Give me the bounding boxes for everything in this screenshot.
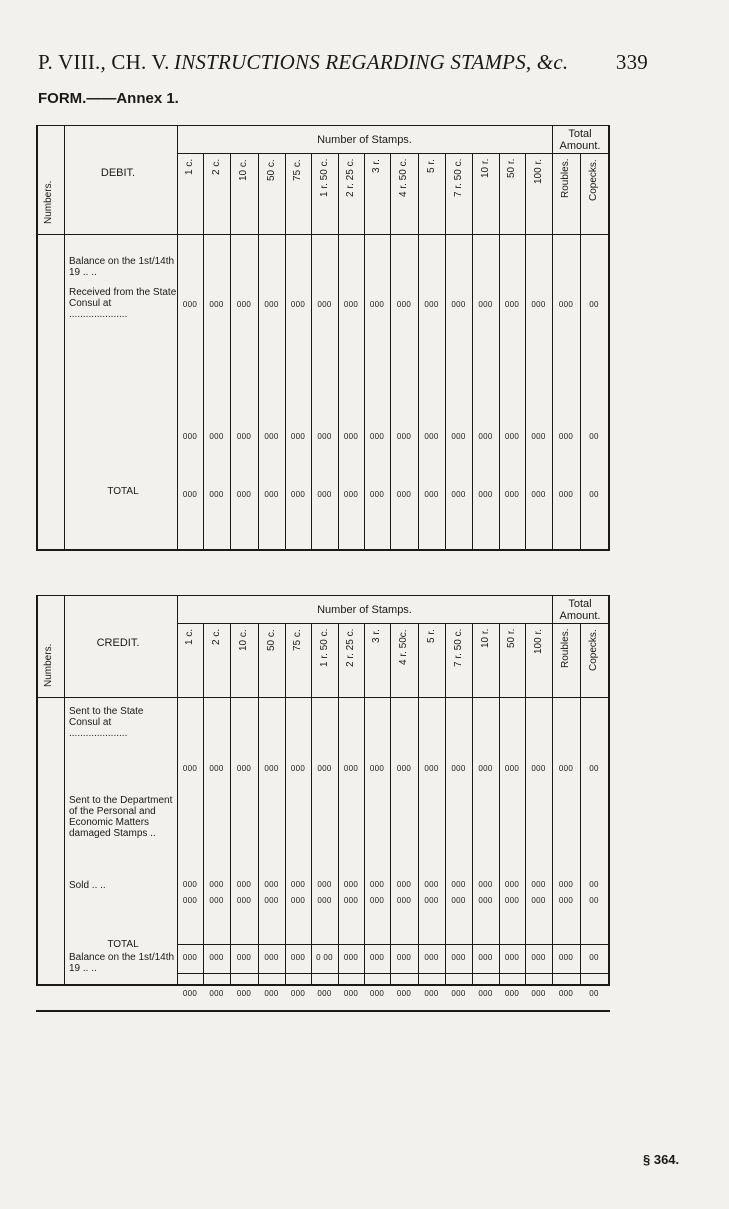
column-rule bbox=[203, 623, 204, 984]
row-label: Balance on the 1st/14th 19 .. .. bbox=[69, 256, 175, 278]
denomination-header: 5 r. bbox=[425, 159, 437, 173]
rule-line bbox=[177, 973, 608, 974]
denomination-header: 3 r. bbox=[371, 629, 382, 643]
cell-value: 00 bbox=[589, 953, 599, 962]
column-rule bbox=[608, 595, 610, 984]
cell-value: 000 bbox=[290, 953, 306, 962]
denomination-header: 75 c. bbox=[292, 159, 303, 181]
row-label: Sold .. .. bbox=[69, 880, 106, 891]
total-amount-header: Total Amount. bbox=[559, 598, 601, 622]
cell-value: 000 bbox=[531, 490, 546, 499]
cell-value: 000 bbox=[396, 896, 412, 905]
cell-value: 000 bbox=[451, 989, 466, 998]
column-rule bbox=[390, 623, 391, 984]
rule-line bbox=[36, 697, 608, 698]
cell-value: 000 bbox=[478, 953, 493, 962]
numbers-header: Numbers. bbox=[43, 180, 54, 224]
denomination-header: 2 r. 25 c. bbox=[345, 629, 356, 668]
cell-value: 000 bbox=[504, 896, 520, 905]
denomination-header: 7 r. 50 c. bbox=[452, 629, 464, 668]
cell-value: 000 bbox=[317, 896, 332, 905]
column-rule bbox=[230, 623, 231, 984]
cell-value: 000 bbox=[290, 300, 306, 309]
column-rule bbox=[499, 623, 500, 984]
cell-value: 000 bbox=[369, 989, 385, 998]
cell-value: 000 bbox=[424, 300, 439, 309]
denomination-header: 1 r. 50 c. bbox=[318, 629, 330, 668]
cell-value: 000 bbox=[343, 490, 359, 499]
cell-value: 000 bbox=[343, 300, 359, 309]
number-of-stamps-header: Number of Stamps. bbox=[317, 134, 412, 146]
cell-value: 00 bbox=[589, 490, 599, 499]
cell-value: 000 bbox=[451, 764, 466, 773]
cell-value: 000 bbox=[424, 764, 439, 773]
cell-value: 000 bbox=[504, 490, 520, 499]
cell-value: 000 bbox=[209, 490, 224, 499]
denomination-header: 5 r. bbox=[425, 629, 437, 643]
denomination-header: Copecks. bbox=[588, 159, 599, 201]
cell-value: 000 bbox=[343, 896, 359, 905]
cell-value: 000 bbox=[558, 300, 574, 309]
cell-value: 000 bbox=[424, 953, 439, 962]
cell-value: 00 bbox=[589, 764, 599, 773]
cell-value: 000 bbox=[343, 432, 359, 441]
cell-value: 00 bbox=[589, 300, 599, 309]
cell-value: 000 bbox=[343, 989, 359, 998]
cell-value: 000 bbox=[290, 896, 306, 905]
column-rule bbox=[64, 595, 65, 984]
cell-value: 000 bbox=[264, 300, 279, 309]
denomination-header: 2 c. bbox=[210, 159, 222, 176]
denomination-header: 2 c. bbox=[210, 629, 222, 646]
cell-value: 000 bbox=[558, 432, 574, 441]
cell-value: 000 bbox=[290, 880, 306, 889]
row-label: Received from the State Consul at ..................... bbox=[69, 287, 177, 320]
page-number: 339 bbox=[615, 50, 648, 74]
cell-value: 000 bbox=[182, 490, 198, 499]
cell-value: 000 bbox=[396, 880, 412, 889]
column-rule bbox=[445, 623, 446, 984]
cell-value: 000 bbox=[317, 764, 332, 773]
cell-value: 000 bbox=[264, 432, 279, 441]
denomination-header: 7 r. 50 c. bbox=[452, 159, 464, 198]
cell-value: 000 bbox=[478, 880, 493, 889]
cell-value: 000 bbox=[290, 432, 306, 441]
column-rule bbox=[285, 623, 286, 984]
cell-value: 000 bbox=[369, 300, 385, 309]
cell-value: 000 bbox=[290, 764, 306, 773]
cell-value: 000 bbox=[209, 432, 224, 441]
cell-value: 000 bbox=[531, 300, 546, 309]
denomination-header: 10 r. bbox=[479, 159, 491, 179]
cell-value: 000 bbox=[451, 896, 466, 905]
cell-value: 000 bbox=[317, 490, 332, 499]
cell-value: 000 bbox=[317, 432, 332, 441]
cell-value: 000 bbox=[209, 764, 224, 773]
column-rule bbox=[311, 623, 312, 984]
total-amount-header: Total Amount. bbox=[559, 128, 601, 152]
cell-value: 000 bbox=[343, 880, 359, 889]
cell-value: 000 bbox=[451, 300, 466, 309]
column-rule bbox=[418, 623, 419, 984]
cell-value: 000 bbox=[236, 896, 252, 905]
denomination-header: 2 r. 25 c. bbox=[345, 159, 356, 198]
column-rule bbox=[364, 623, 365, 984]
cell-value: 000 bbox=[451, 432, 466, 441]
cell-value: 000 bbox=[369, 490, 385, 499]
cell-value: 000 bbox=[531, 989, 546, 998]
row-label: TOTAL bbox=[107, 939, 139, 950]
column-rule bbox=[525, 623, 526, 984]
cell-value: 000 bbox=[236, 953, 252, 962]
cell-value: 000 bbox=[236, 880, 252, 889]
cell-value: 000 bbox=[478, 432, 493, 441]
cell-value: 000 bbox=[317, 880, 332, 889]
cell-value: 000 bbox=[369, 896, 385, 905]
cell-value: 00 bbox=[589, 432, 599, 441]
cell-value: 000 bbox=[264, 989, 279, 998]
cell-value: 000 bbox=[182, 880, 198, 889]
cell-value: 000 bbox=[182, 989, 198, 998]
cell-value: 000 bbox=[478, 989, 493, 998]
denomination-header: 50 c. bbox=[265, 159, 277, 181]
section-reference: § 364. bbox=[643, 1152, 680, 1167]
denomination-header: Copecks. bbox=[588, 629, 599, 671]
cell-value: 000 bbox=[424, 896, 439, 905]
number-of-stamps-header: Number of Stamps. bbox=[317, 604, 412, 616]
cell-value: 000 bbox=[290, 989, 306, 998]
cell-value: 000 bbox=[264, 764, 279, 773]
column-rule bbox=[177, 595, 178, 984]
cell-value: 000 bbox=[209, 896, 224, 905]
cell-value: 000 bbox=[558, 989, 574, 998]
row-label: Sent to the State Consul at ..................... bbox=[69, 706, 144, 739]
rule-line bbox=[36, 1010, 610, 1012]
cell-value: 000 bbox=[182, 300, 198, 309]
denomination-header: 50 r. bbox=[506, 159, 517, 179]
cell-value: 000 bbox=[209, 880, 224, 889]
column-rule bbox=[338, 623, 339, 984]
cell-value: 000 bbox=[369, 432, 385, 441]
denomination-header: 4 r. 50 c. bbox=[398, 159, 409, 198]
denomination-header: 100 r. bbox=[532, 629, 544, 655]
cell-value: 000 bbox=[531, 953, 546, 962]
column-rule bbox=[552, 623, 553, 984]
cell-value: 000 bbox=[264, 953, 279, 962]
cell-value: 000 bbox=[343, 764, 359, 773]
cell-value: 000 bbox=[504, 300, 520, 309]
cell-value: 000 bbox=[504, 989, 520, 998]
denomination-header: 4 r. 50c. bbox=[398, 629, 409, 665]
column-rule bbox=[36, 595, 38, 984]
rule-line bbox=[36, 984, 610, 986]
denomination-header: 10 c. bbox=[238, 159, 249, 181]
cell-value: 000 bbox=[396, 490, 412, 499]
denomination-header: 50 c. bbox=[265, 629, 277, 651]
denomination-header: 10 c. bbox=[238, 629, 249, 651]
rule-line bbox=[177, 944, 608, 945]
debit-title: DEBIT. bbox=[100, 167, 136, 179]
cell-value: 000 bbox=[236, 989, 252, 998]
cell-value: 000 bbox=[424, 989, 439, 998]
denomination-header: 100 r. bbox=[532, 159, 544, 185]
denomination-header: 1 c. bbox=[184, 159, 195, 176]
cell-value: 000 bbox=[504, 880, 520, 889]
cell-value: 000 bbox=[531, 432, 546, 441]
rule-line bbox=[177, 623, 608, 624]
cell-value: 000 bbox=[478, 300, 493, 309]
cell-value: 000 bbox=[182, 432, 198, 441]
cell-value: 000 bbox=[182, 764, 198, 773]
denomination-header: 1 r. 50 c. bbox=[318, 159, 330, 198]
denomination-header: 1 c. bbox=[184, 629, 195, 646]
cell-value: 000 bbox=[558, 896, 574, 905]
page-title: INSTRUCTIONS REGARDING STAMPS, &c. bbox=[174, 50, 569, 74]
form-prefix: FORM. bbox=[38, 90, 87, 107]
cell-value: 000 bbox=[369, 880, 385, 889]
cell-value: 00 bbox=[589, 896, 599, 905]
row-label: TOTAL bbox=[107, 486, 139, 497]
cell-value: 000 bbox=[236, 490, 252, 499]
cell-value: 000 bbox=[531, 764, 546, 773]
form-dash: —— bbox=[86, 90, 117, 107]
cell-value: 000 bbox=[236, 764, 252, 773]
chapter-reference: P. VIII., CH. V. bbox=[38, 50, 170, 74]
cell-value: 000 bbox=[504, 953, 520, 962]
cell-value: 000 bbox=[424, 490, 439, 499]
denomination-header: Roubles. bbox=[560, 159, 571, 199]
cell-value: 000 bbox=[369, 953, 385, 962]
denomination-header: 50 r. bbox=[506, 629, 517, 649]
denomination-header: 75 c. bbox=[292, 629, 303, 651]
column-rule bbox=[472, 623, 473, 984]
cell-value: 000 bbox=[396, 764, 412, 773]
cell-value: 000 bbox=[478, 490, 493, 499]
cell-value: 000 bbox=[451, 880, 466, 889]
credit-title: CREDIT. bbox=[96, 637, 140, 649]
cell-value: 000 bbox=[182, 953, 198, 962]
cell-value: 000 bbox=[478, 764, 493, 773]
denomination-header: Roubles. bbox=[560, 629, 571, 669]
cell-value: 0 00 bbox=[316, 953, 333, 962]
cell-value: 000 bbox=[209, 989, 224, 998]
cell-value: 000 bbox=[424, 432, 439, 441]
cell-value: 000 bbox=[396, 989, 412, 998]
cell-value: 000 bbox=[396, 432, 412, 441]
rule-line bbox=[36, 595, 610, 596]
denomination-header: 3 r. bbox=[371, 159, 382, 173]
cell-value: 000 bbox=[451, 953, 466, 962]
cell-value: 000 bbox=[396, 300, 412, 309]
cell-value: 000 bbox=[531, 880, 546, 889]
cell-value: 000 bbox=[451, 490, 466, 499]
cell-value: 000 bbox=[369, 764, 385, 773]
cell-value: 000 bbox=[343, 953, 359, 962]
cell-value: 000 bbox=[264, 896, 279, 905]
cell-value: 000 bbox=[424, 880, 439, 889]
cell-value: 000 bbox=[558, 880, 574, 889]
cell-value: 000 bbox=[236, 432, 252, 441]
cell-value: 000 bbox=[209, 300, 224, 309]
denomination-header: 10 r. bbox=[479, 629, 491, 649]
cell-value: 000 bbox=[558, 764, 574, 773]
cell-value: 000 bbox=[504, 432, 520, 441]
cell-value: 000 bbox=[236, 300, 252, 309]
annex-label: Annex 1. bbox=[116, 90, 179, 107]
cell-value: 000 bbox=[558, 490, 574, 499]
cell-value: 000 bbox=[182, 896, 198, 905]
column-rule bbox=[258, 623, 259, 984]
cell-value: 00 bbox=[589, 880, 599, 889]
cell-value: 000 bbox=[531, 896, 546, 905]
cell-value: 000 bbox=[317, 300, 332, 309]
cell-value: 000 bbox=[478, 896, 493, 905]
column-rule bbox=[580, 623, 581, 984]
cell-value: 000 bbox=[558, 953, 574, 962]
cell-value: 000 bbox=[209, 953, 224, 962]
cell-value: 00 bbox=[589, 989, 599, 998]
cell-value: 000 bbox=[317, 989, 332, 998]
row-label: Sent to the Department of the Personal and Economic Matters damaged Stamps .. bbox=[69, 795, 173, 839]
row-label: Balance on the 1st/14th 19 .. .. bbox=[69, 952, 175, 974]
cell-value: 000 bbox=[290, 490, 306, 499]
cell-value: 000 bbox=[504, 764, 520, 773]
cell-value: 000 bbox=[396, 953, 412, 962]
cell-value: 000 bbox=[264, 880, 279, 889]
cell-value: 000 bbox=[264, 490, 279, 499]
numbers-header: Numbers. bbox=[43, 643, 54, 687]
